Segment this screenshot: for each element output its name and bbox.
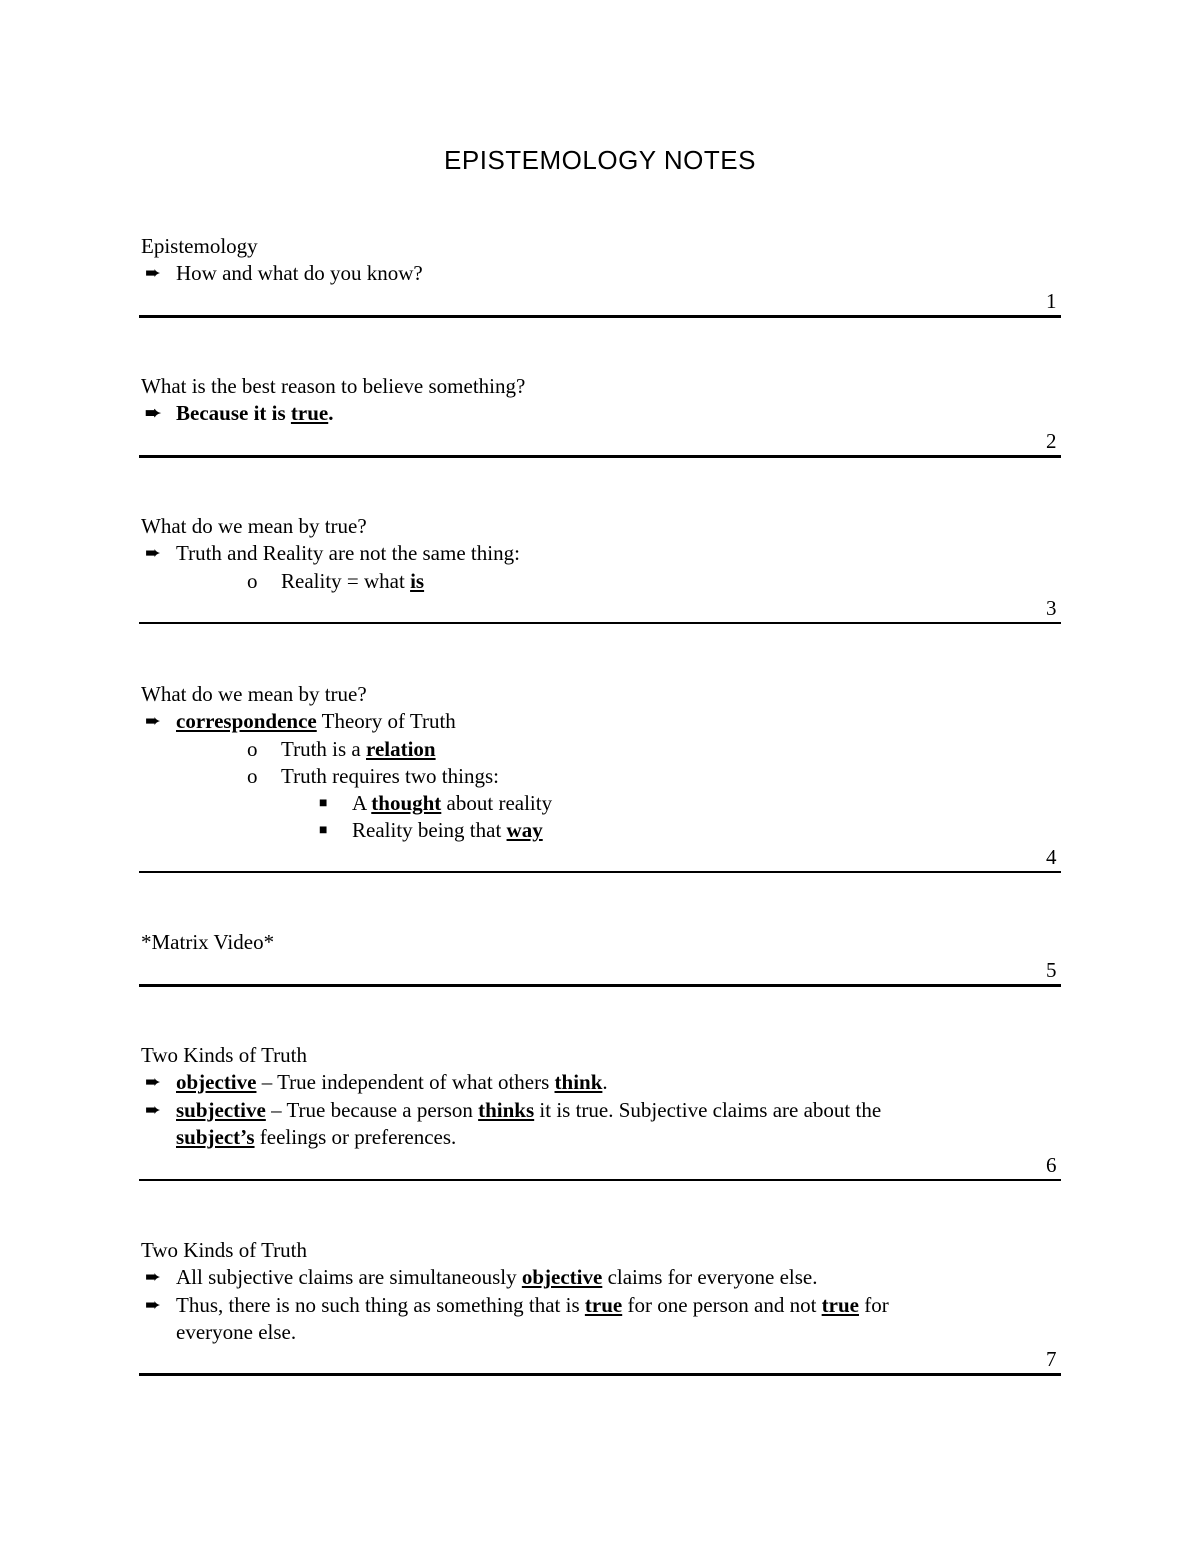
section-heading: What is the best reason to believe something?: [141, 374, 526, 398]
arrow-bullet-icon: ➨: [145, 1099, 161, 1121]
square-bullet-icon: ■: [319, 796, 328, 812]
arrow-bullet-icon: ➨: [145, 1267, 161, 1289]
arrow-bullet-icon: ➨: [145, 543, 161, 565]
section-7: [141, 1237, 1061, 1346]
section-heading: What do we mean by true?: [141, 682, 367, 706]
section-heading: What do we mean by true?: [141, 514, 367, 538]
slide-number: 3: [1046, 596, 1057, 620]
bullet-continuation: subject’s feelings or preferences.: [176, 1124, 457, 1149]
bullet-item: ➨ All subjective claims are simultaneously objective claims for everyone else.: [141, 1264, 1061, 1291]
bullet-continuation: everyone else.: [176, 1319, 297, 1344]
square-bullet-icon: ■: [319, 823, 328, 839]
section-4: [141, 681, 1061, 845]
circle-bullet-icon: o: [247, 568, 258, 593]
bullet-item: ➨ Because it is true.: [141, 400, 1061, 427]
sub-sub-bullet-item: ■ A thought about reality: [141, 790, 1061, 817]
section-1: [141, 233, 1061, 288]
sub-bullet-item: o Reality = what is: [141, 568, 1061, 595]
arrow-bullet-icon: ➨: [145, 403, 161, 425]
bullet-item: ➨ How and what do you know?: [141, 260, 1061, 287]
sub-sub-bullet-item: ■ Reality being that way: [141, 817, 1061, 844]
section-divider: [139, 1179, 1061, 1181]
slide-number: 7: [1046, 1347, 1057, 1371]
slide-number: 1: [1046, 289, 1057, 313]
section-divider: [139, 315, 1061, 318]
section-divider: [139, 622, 1061, 624]
slide-number: 2: [1046, 429, 1057, 453]
arrow-bullet-icon: ➨: [145, 1072, 161, 1094]
bullet-item: ➨ subjective – True because a person thinks it is true. Subjective claims are about the: [141, 1097, 1061, 1124]
slide-number: 4: [1046, 845, 1057, 869]
page-title: EPISTEMOLOGY NOTES: [444, 145, 756, 175]
section-divider: [139, 455, 1061, 458]
bullet-item: ➨ correspondence Theory of Truth: [141, 708, 1061, 735]
section-heading: Epistemology: [141, 234, 258, 258]
slide-number: 5: [1046, 958, 1057, 982]
section-3: [141, 513, 1061, 595]
arrow-bullet-icon: ➨: [145, 711, 161, 733]
slide-number: 6: [1046, 1153, 1057, 1177]
circle-bullet-icon: o: [247, 736, 258, 761]
section-2: [141, 373, 1061, 428]
section-heading: Two Kinds of Truth: [141, 1043, 307, 1067]
section-divider: [139, 1373, 1061, 1376]
circle-bullet-icon: o: [247, 763, 258, 788]
section-6: [141, 1042, 1061, 1151]
bullet-item: ➨ Truth and Reality are not the same thing:: [141, 540, 1061, 567]
section-divider: [139, 871, 1061, 873]
arrow-bullet-icon: ➨: [145, 263, 161, 285]
section-heading: Two Kinds of Truth: [141, 1238, 307, 1262]
section-divider: [139, 984, 1061, 987]
bullet-item: ➨ Thus, there is no such thing as something that is true for one person and not true for: [141, 1292, 1061, 1319]
section-5: [141, 929, 1061, 956]
section-heading: *Matrix Video*: [141, 930, 275, 954]
sub-bullet-item: o Truth requires two things:: [141, 763, 1061, 790]
sub-bullet-item: o Truth is a relation: [141, 736, 1061, 763]
bullet-item: ➨ objective – True independent of what others think.: [141, 1069, 1061, 1096]
arrow-bullet-icon: ➨: [145, 1294, 161, 1316]
